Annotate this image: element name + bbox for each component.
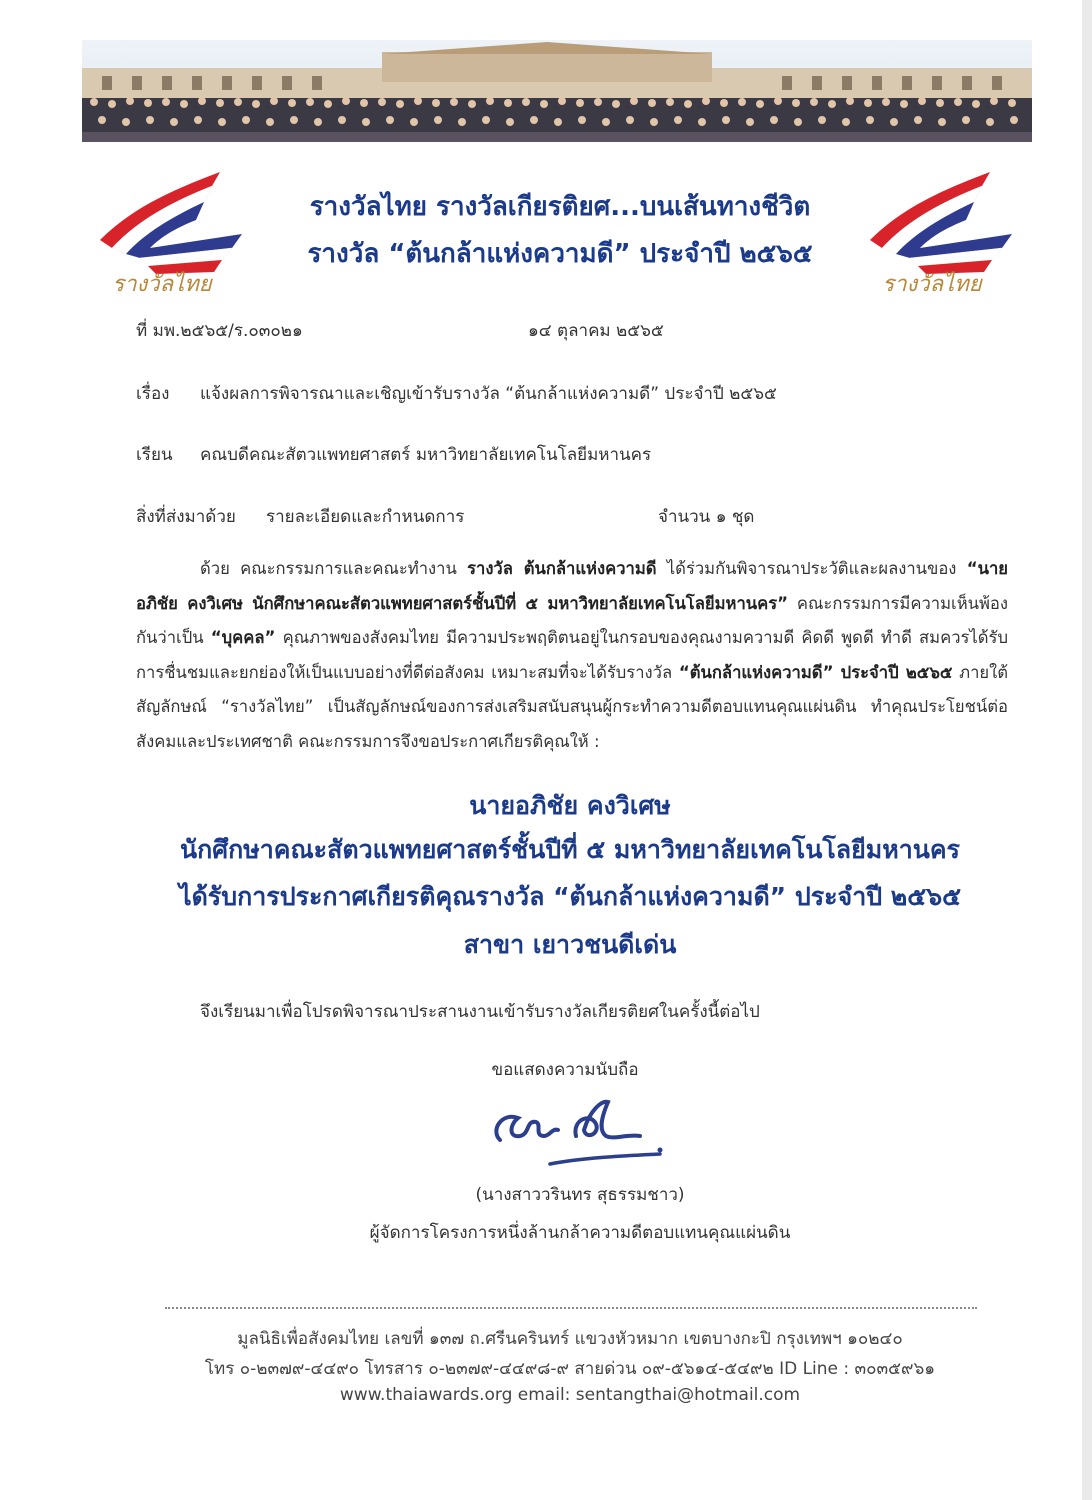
signature-image: [480, 1090, 680, 1180]
body-bold-text: “นายอภิชัย คงวิเศษ นักศึกษาคณะสัตวแพทยศาสตร์ชั้นปีที่ ๕ มหาวิทยาลัยเทคโนโลยีมหานคร”: [136, 559, 1008, 613]
header-title-line1: รางวัลไทย รางวัลเกียรติยศ...บนเส้นทางชีวิต: [309, 192, 811, 222]
recipient-text: คณบดีคณะสัตวแพทยศาสตร์ มหาวิทยาลัยเทคโนโลยีมหานคร: [200, 445, 652, 465]
banner-photo: [82, 40, 1032, 142]
regards-text: ขอแสดงความนับถือ: [491, 1060, 639, 1080]
awardee-name: นายอภิชัย คงวิเศษ: [469, 791, 671, 820]
enclosure-label: สิ่งที่ส่งมาด้วย: [136, 507, 236, 527]
recipient-label: เรียน: [136, 445, 173, 465]
reference-number: ที่ มพ.๒๕๖๕/ร.๐๓๐๒๑: [136, 321, 303, 341]
closing-sentence: จึงเรียนมาเพื่อโปรดพิจารณาประสานงานเข้ารับรางวัลเกียรติยศในครั้งนี้ต่อไป: [200, 1002, 760, 1022]
body-text: ด้วย คณะกรรมการและคณะทำงาน: [200, 559, 468, 578]
footer-divider: [165, 1307, 977, 1309]
body-bold-text: “ต้นกล้าแห่งความดี” ประจำปี ๒๕๖๕: [678, 662, 953, 682]
body-text: ได้ร่วมกันพิจารณาประวัติและผลงานของ: [656, 559, 967, 578]
footer-phones: โทร ๐-๒๓๗๙-๔๔๙๐ โทรสาร ๐-๒๓๗๙-๔๔๙๘-๙ สายด่วน ๐๙-๕๖๑๔-๕๔๙๒ ID Line : ๓๐๓๕๙๖๑: [204, 1359, 936, 1379]
thai-award-logo-left: [92, 168, 252, 308]
letter-date: ๑๔ ตุลาคม ๒๕๖๕: [528, 321, 664, 341]
flag-emblem-icon: [862, 168, 1022, 278]
enclosure-text: รายละเอียดและกำหนดการ: [266, 507, 465, 527]
subject-text: แจ้งผลการพิจารณาและเชิญเข้ารับรางวัล “ต้นกล้าแห่งความดี” ประจำปี ๒๕๖๕: [200, 384, 777, 404]
footer-address: มูลนิธิเพื่อสังคมไทย เลขที่ ๑๓๗ ถ.ศรีนครินทร์ แขวงหัวหมาก เขตบางกะปิ กรุงเทพฯ ๑๐๒๔๐: [237, 1329, 903, 1349]
body-text: คณะกรรมการมีความเห็นพ้องกันว่าเป็น: [136, 593, 1008, 647]
signer-name: (นางสาววรินทร สุธรรมชาว): [475, 1185, 685, 1205]
letter-body: [136, 552, 1008, 759]
enclosure-quantity: จำนวน ๑ ชุด: [658, 507, 755, 527]
flag-emblem-icon: [92, 168, 252, 278]
subject-label: เรื่อง: [136, 384, 170, 404]
awardee-affiliation: นักศึกษาคณะสัตวแพทยศาสตร์ชั้นปีที่ ๕ มหาวิทยาลัยเทคโนโลยีมหานคร: [180, 835, 960, 864]
signer-position: ผู้จัดการโครงการหนึ่งล้านกล้าความดีตอบแทนคุณแผ่นดิน: [369, 1223, 791, 1243]
body-text: คุณภาพของสังคมไทย มีความประพฤติตนอยู่ในกรอบของคุณงามความดี คิดดี พูดดี ทำดี สมควรได้รับการชื่นชมและยกย่องให้เป็นแบบอย่างที่ดีต่อสังคม เหมาะสมที่จะได้รับรางวัล: [136, 628, 1009, 682]
logo-caption: รางวัลไทย: [112, 272, 212, 297]
body-bold-text: รางวัล ต้นกล้าแห่งความดี: [467, 559, 657, 578]
body-text: ภายใต้สัญลักษณ์ “รางวัลไทย” เป็นสัญลักษณ์ของการส่งเสริมสนับสนุนผู้กระทำความดีตอบแทนคุณแผ่นดิน ทำคุณประโยชน์ต่อสังคมและประเทศชาติ คณะกรรมการจึงขอประกาศเกียรติคุณให้ :: [136, 662, 1008, 751]
body-bold-text: “บุคคล”: [210, 628, 276, 647]
footer-web-email: www.thaiawards.org email: sentangthai@hotmail.com: [339, 1385, 801, 1405]
award-branch: สาขา เยาวชนดีเด่น: [463, 930, 677, 959]
logo-caption: รางวัลไทย: [882, 272, 982, 297]
header-title-line2: รางวัล “ต้นกล้าแห่งความดี” ประจำปี ๒๕๖๕: [307, 239, 813, 269]
award-announcement: ได้รับการประกาศเกียรติคุณรางวัล “ต้นกล้าแห่งความดี” ประจำปี ๒๕๖๕: [179, 882, 961, 911]
thai-award-logo-right: [862, 168, 1022, 308]
